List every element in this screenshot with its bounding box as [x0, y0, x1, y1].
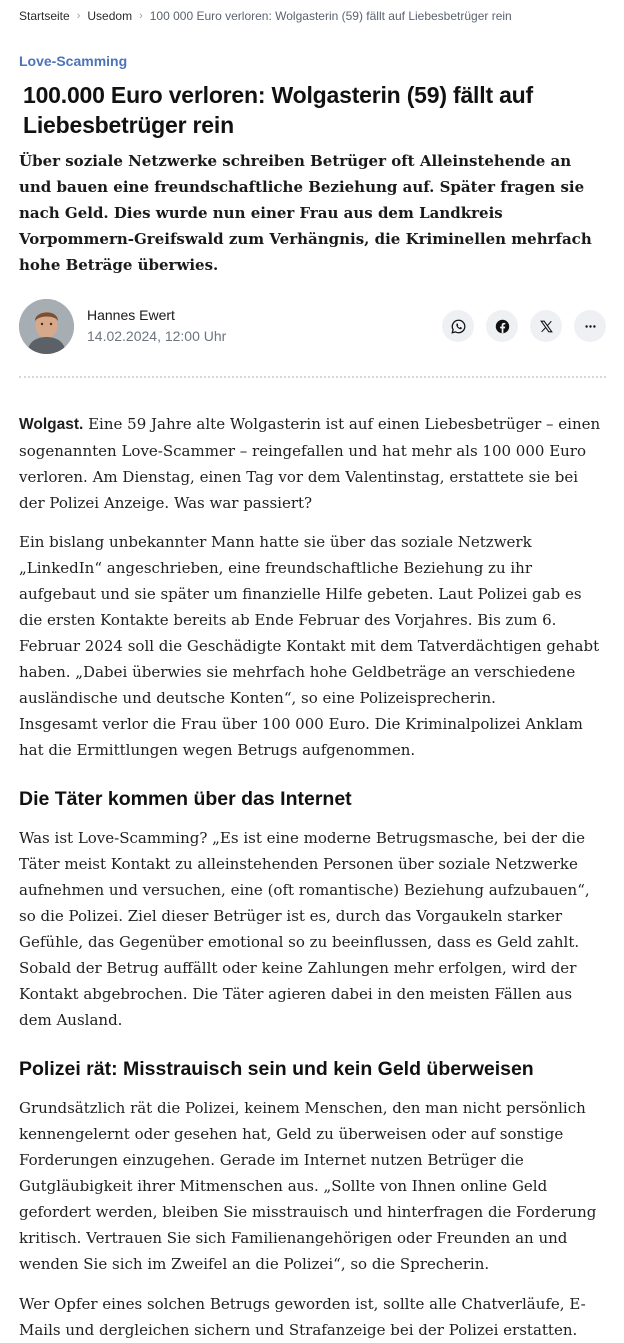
- x-icon: [538, 318, 555, 335]
- article-meta: [19, 298, 606, 354]
- section-divider: [19, 376, 606, 378]
- publish-date: 14.02.2024, 12:00 Uhr: [87, 328, 227, 344]
- author-info: [87, 305, 226, 347]
- breadcrumb: [19, 0, 606, 32]
- breadcrumb-home[interactable]: Startseite: [19, 9, 70, 23]
- article-paragraph: Insgesamt verlor die Frau über 100 000 Euro. Die Kriminalpolizei Anklam hat die Ermittlungen wegen Betrugs aufgenommen.: [19, 715, 583, 759]
- share-x-button[interactable]: [530, 310, 562, 342]
- chevron-right-icon: ›: [76, 10, 81, 22]
- more-icon: [582, 318, 599, 335]
- share-whatsapp-button[interactable]: [442, 310, 474, 342]
- author-photo: [19, 299, 74, 354]
- share-more-button[interactable]: [574, 310, 606, 342]
- dateline: Wolgast.: [19, 416, 84, 433]
- facebook-icon: [494, 318, 511, 335]
- article-paragraph: Wer Opfer eines solchen Betrugs geworden ist, sollte alle Chatverläufe, E-Mails und dergleichen sichern und Strafanzeige bei der Polizei erstatten.: [19, 1295, 586, 1339]
- share-bar: [442, 310, 606, 342]
- whatsapp-icon: [450, 318, 467, 335]
- section-heading: Die Täter kommen über das Internet: [19, 788, 352, 810]
- author-avatar[interactable]: [19, 299, 74, 354]
- chevron-right-icon: ›: [139, 10, 143, 22]
- breadcrumb-current: 100 000 Euro verloren: Wolgasterin (59) fällt auf Liebesbetrüger rein: [149, 9, 512, 23]
- share-facebook-button[interactable]: [486, 310, 518, 342]
- article-lead: Über soziale Netzwerke schreiben Betrüger oft Alleinstehende an und bauen eine freundschaftliche Beziehung auf. Später fragen sie nach Geld. Dies wurde nun einer Frau aus dem Landkreis Vorpommern-Greifswald zum Verhängnis, die Kriminellen mehrfach hohe Beträge überwies.: [19, 152, 592, 274]
- author-name[interactable]: Hannes Ewert: [87, 307, 175, 323]
- article-paragraph: [19, 411, 606, 516]
- section-heading: Polizei rät: Misstrauisch sein und kein Geld überweisen: [19, 1058, 534, 1080]
- article-title: 100.000 Euro verloren: Wolgasterin (59) fällt auf Liebesbetrüger rein: [23, 82, 533, 138]
- article-kicker: Love-Scamming: [19, 53, 128, 69]
- article-paragraph: Grundsätzlich rät die Polizei, keinem Menschen, den man nicht persönlich kennengelernt oder gesehen hat, Geld zu überweisen oder auf sonstige Forderungen einzugehen. Gerade im Internet nutzen Betrüger die Gutgläubigkeit ihrer Mitmenschen aus. „Sollte von Ihnen online Geld gefordert werden, bleiben Sie misstrauisch und hinterfragen die Forderung kritisch. Vertrauen Sie sich Familienangehörigen oder Freunden an und wenden Sie sich im Zweifel an die Polizei“, so die Sprecherin.: [19, 1099, 597, 1273]
- article-paragraph: Ein bislang unbekannter Mann hatte sie über das soziale Netzwerk „LinkedIn“ angeschrieben, eine freundschaftliche Beziehung zu ihr aufgebaut und sie später um finanzielle Hilfe gebeten. Laut Polizei gab es die ersten Kontakte bereits ab Ende Februar des Vorjahres. Bis zum 6. Februar 2024 soll die Geschädigte Kontakt mit dem Tatverdächtigen gehabt haben. „Dabei überwies sie mehrfach hohe Geldbeträge an verschiedene ausländische und deutsche Konten“, so eine Polizeisprecherin.: [19, 533, 600, 707]
- article-paragraph: Was ist Love-Scamming? „Es ist eine moderne Betrugsmasche, bei der die Täter meist Kontakt zu alleinstehenden Personen über soziale Netzwerke aufnehmen und versuchen, eine (oft romantische) Beziehung aufzubauen“, so die Polizei. Ziel dieser Betrüger ist es, durch das Vorgaukeln starker Gefühle, das Gegenüber emotional so zu beeinflussen, dass es Geld zahlt. Sobald der Betrug auffällt oder keine Zahlungen mehr erfolgen, wird der Kontakt abgebrochen. Die Täter agieren dabei in den meisten Fällen aus dem Ausland.: [19, 829, 590, 1029]
- breadcrumb-section[interactable]: Usedom: [87, 9, 133, 23]
- paragraph-text: Eine 59 Jahre alte Wolgasterin ist auf einen Liebesbetrüger – einen sogenannten Love-Scammer – reingefallen und hat mehr als 100 000 Euro verloren. Am Dienstag, einen Tag vor dem Valentinstag, erstattete sie bei der Polizei Anzeige. Was war passiert?: [19, 415, 601, 512]
